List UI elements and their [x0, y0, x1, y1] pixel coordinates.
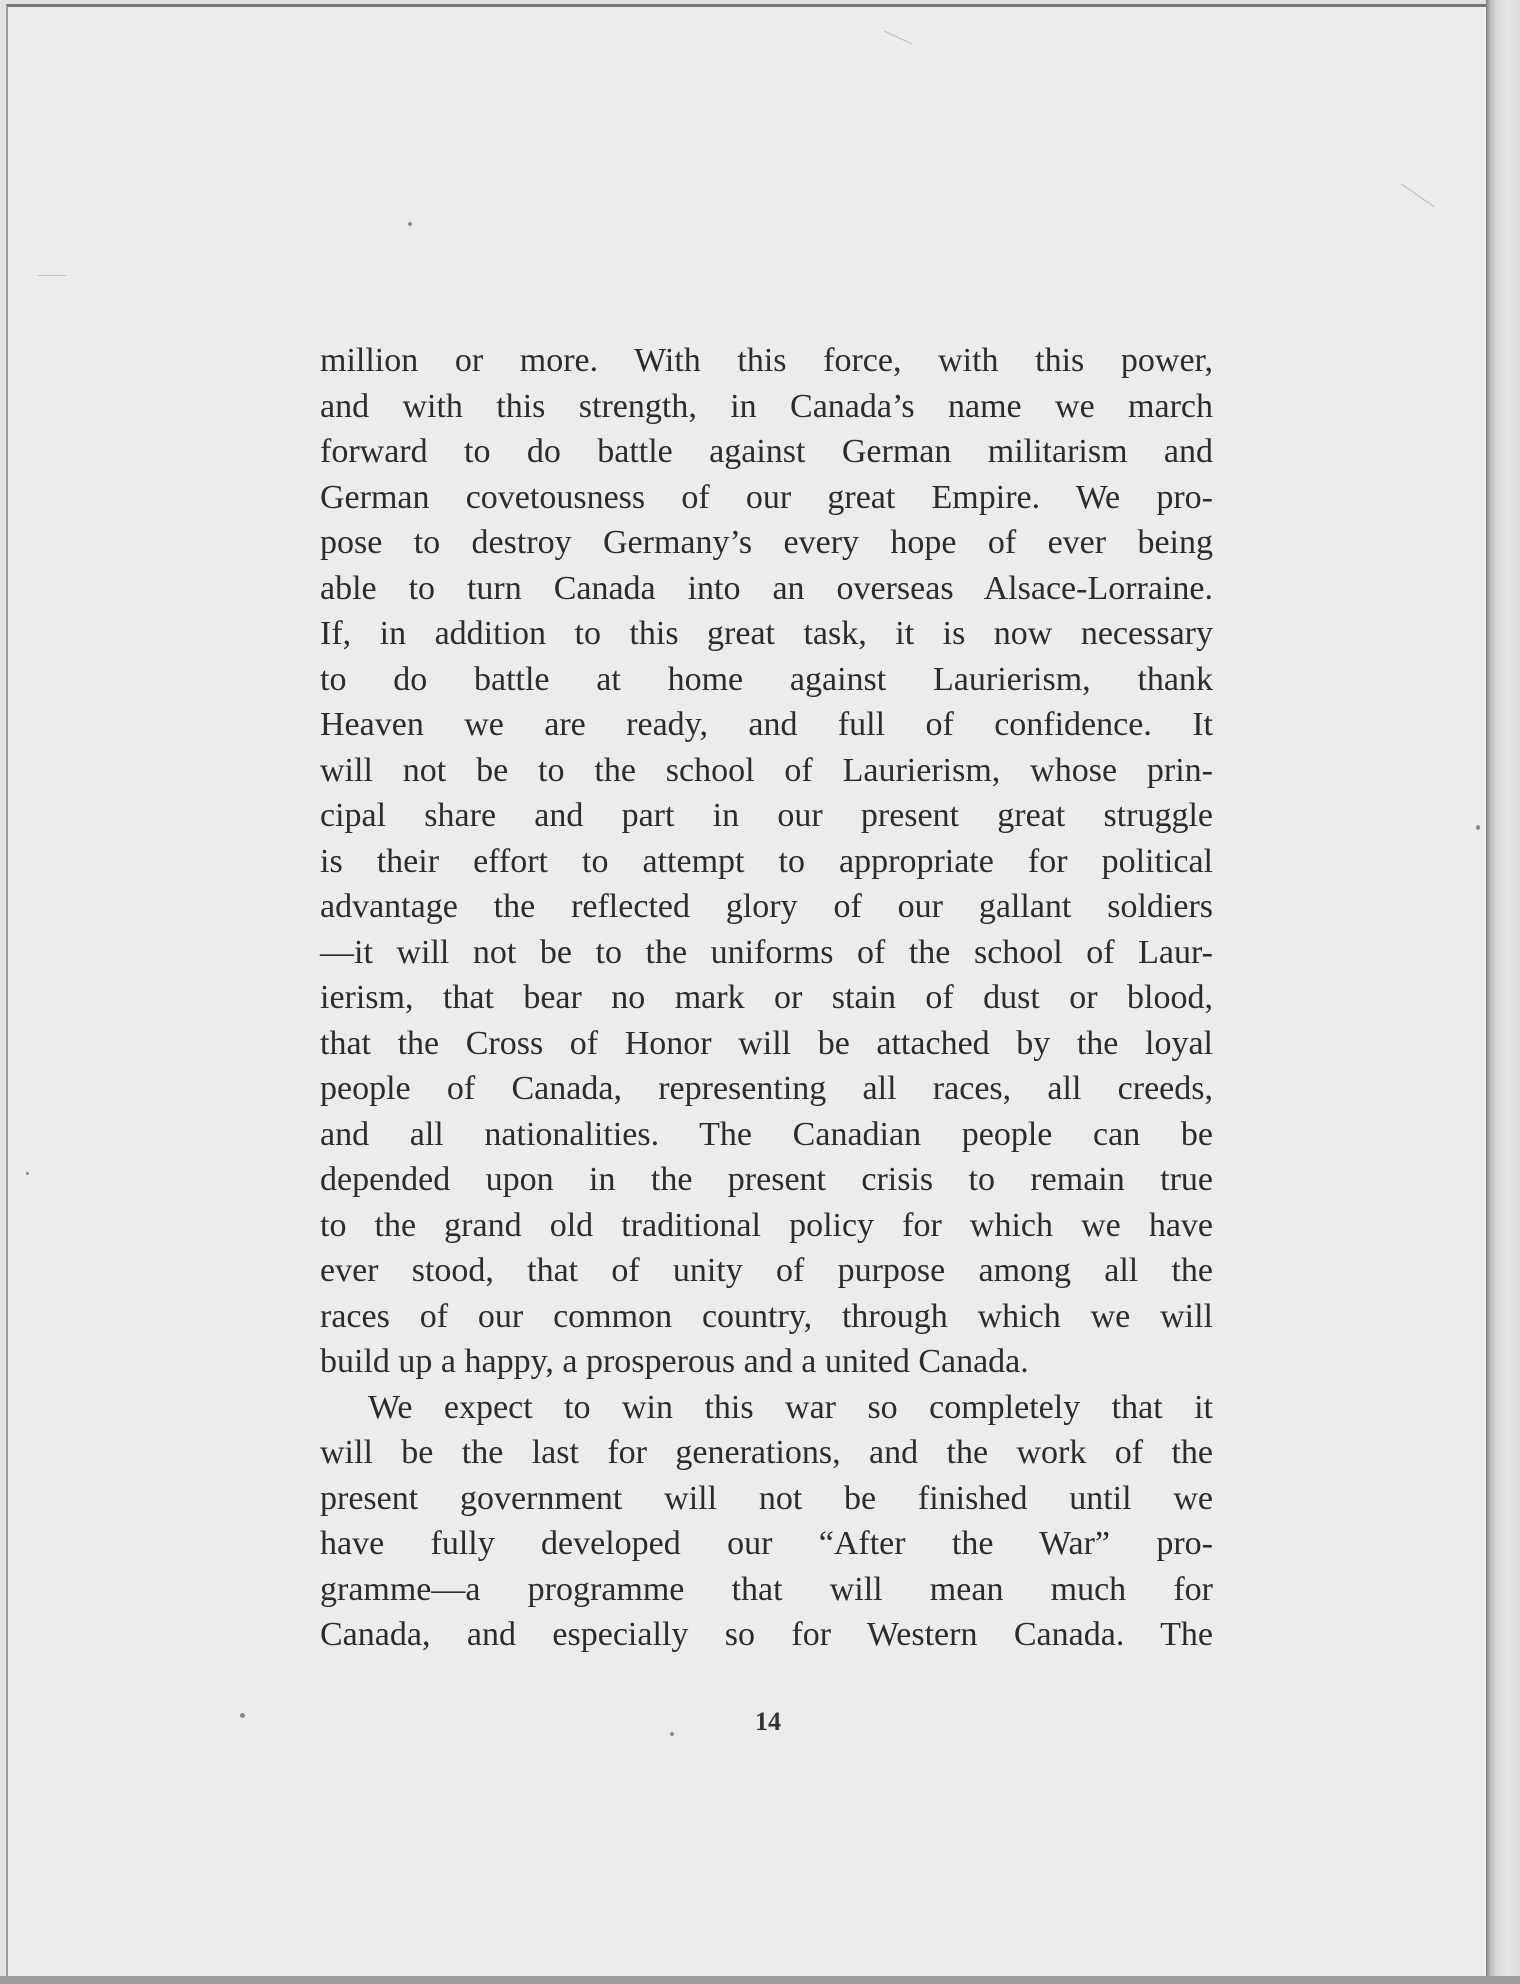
page-number: 14 — [755, 1707, 781, 1736]
paper-scratch — [38, 275, 66, 276]
text-line: cipal share and part in our present great struggle — [320, 797, 1213, 834]
text-line: to the grand old traditional policy for which we have — [320, 1206, 1213, 1244]
page-edge-shadow — [1486, 0, 1520, 1984]
book-page — [6, 4, 1490, 1978]
paper-scratch — [1401, 184, 1434, 208]
text-line: races of our common country, through which we will — [320, 1297, 1213, 1335]
text-line: advantage the reflected glory of our gallant soldiers — [320, 888, 1213, 925]
text-line: German covetousness of our great Empire. We pro- — [320, 478, 1213, 516]
text-line: ever stood, that of unity of purpose among all the — [320, 1252, 1213, 1289]
text-line: people of Canada, representing all races, all creeds, — [320, 1070, 1213, 1107]
text-line: that the Cross of Honor will be attached by the loyal — [320, 1024, 1213, 1062]
text-line: Canada, and especially so for Western Canada. The — [320, 1616, 1213, 1653]
text-line: Heaven we are ready, and full of confidence. It — [320, 706, 1213, 743]
paragraph-2 — [320, 1385, 1213, 1658]
text-line: will not be to the school of Laurierism, whose prin- — [320, 751, 1213, 789]
paragraph-1 — [320, 338, 1213, 1385]
text-line: will be the last for generations, and the work of the — [320, 1434, 1213, 1471]
paper-speck — [1476, 825, 1480, 830]
text-line: pose to destroy Germany’s every hope of ever being — [320, 524, 1213, 561]
text-line: If, in addition to this great task, it is now necessary — [320, 615, 1213, 652]
text-line: build up a happy, a prosperous and a united Canada. — [320, 1343, 1029, 1380]
text-line: is their effort to attempt to appropriate for political — [320, 842, 1213, 880]
text-line: ierism, that bear no mark or stain of dust or blood, — [320, 979, 1213, 1016]
body-text — [320, 338, 1213, 1658]
paper-speck — [670, 1732, 674, 1736]
text-line: able to turn Canada into an overseas Alsace-Lorraine. — [320, 569, 1213, 607]
text-line: to do battle at home against Laurierism, thank — [320, 660, 1213, 698]
text-line: and with this strength, in Canada’s name we march — [320, 387, 1213, 425]
paper-speck — [26, 1172, 29, 1175]
text-line: We expect to win this war so completely that it — [368, 1388, 1213, 1426]
text-line: million or more. With this force, with this power, — [320, 342, 1213, 379]
text-line: —it will not be to the uniforms of the school of Laur- — [320, 933, 1213, 971]
text-line: present government will not be finished until we — [320, 1479, 1213, 1517]
text-line: forward to do battle against German militarism and — [320, 433, 1213, 470]
paper-speck — [240, 1713, 245, 1718]
text-line: depended upon in the present crisis to remain true — [320, 1161, 1213, 1198]
paper-scratch — [884, 31, 912, 45]
text-line: have fully developed our “After the War” pro- — [320, 1525, 1213, 1562]
text-line: gramme—a programme that will mean much for — [320, 1570, 1213, 1608]
page-bottom-border — [0, 1976, 1520, 1984]
text-line: and all nationalities. The Canadian people can be — [320, 1115, 1213, 1153]
paper-speck — [408, 222, 412, 226]
